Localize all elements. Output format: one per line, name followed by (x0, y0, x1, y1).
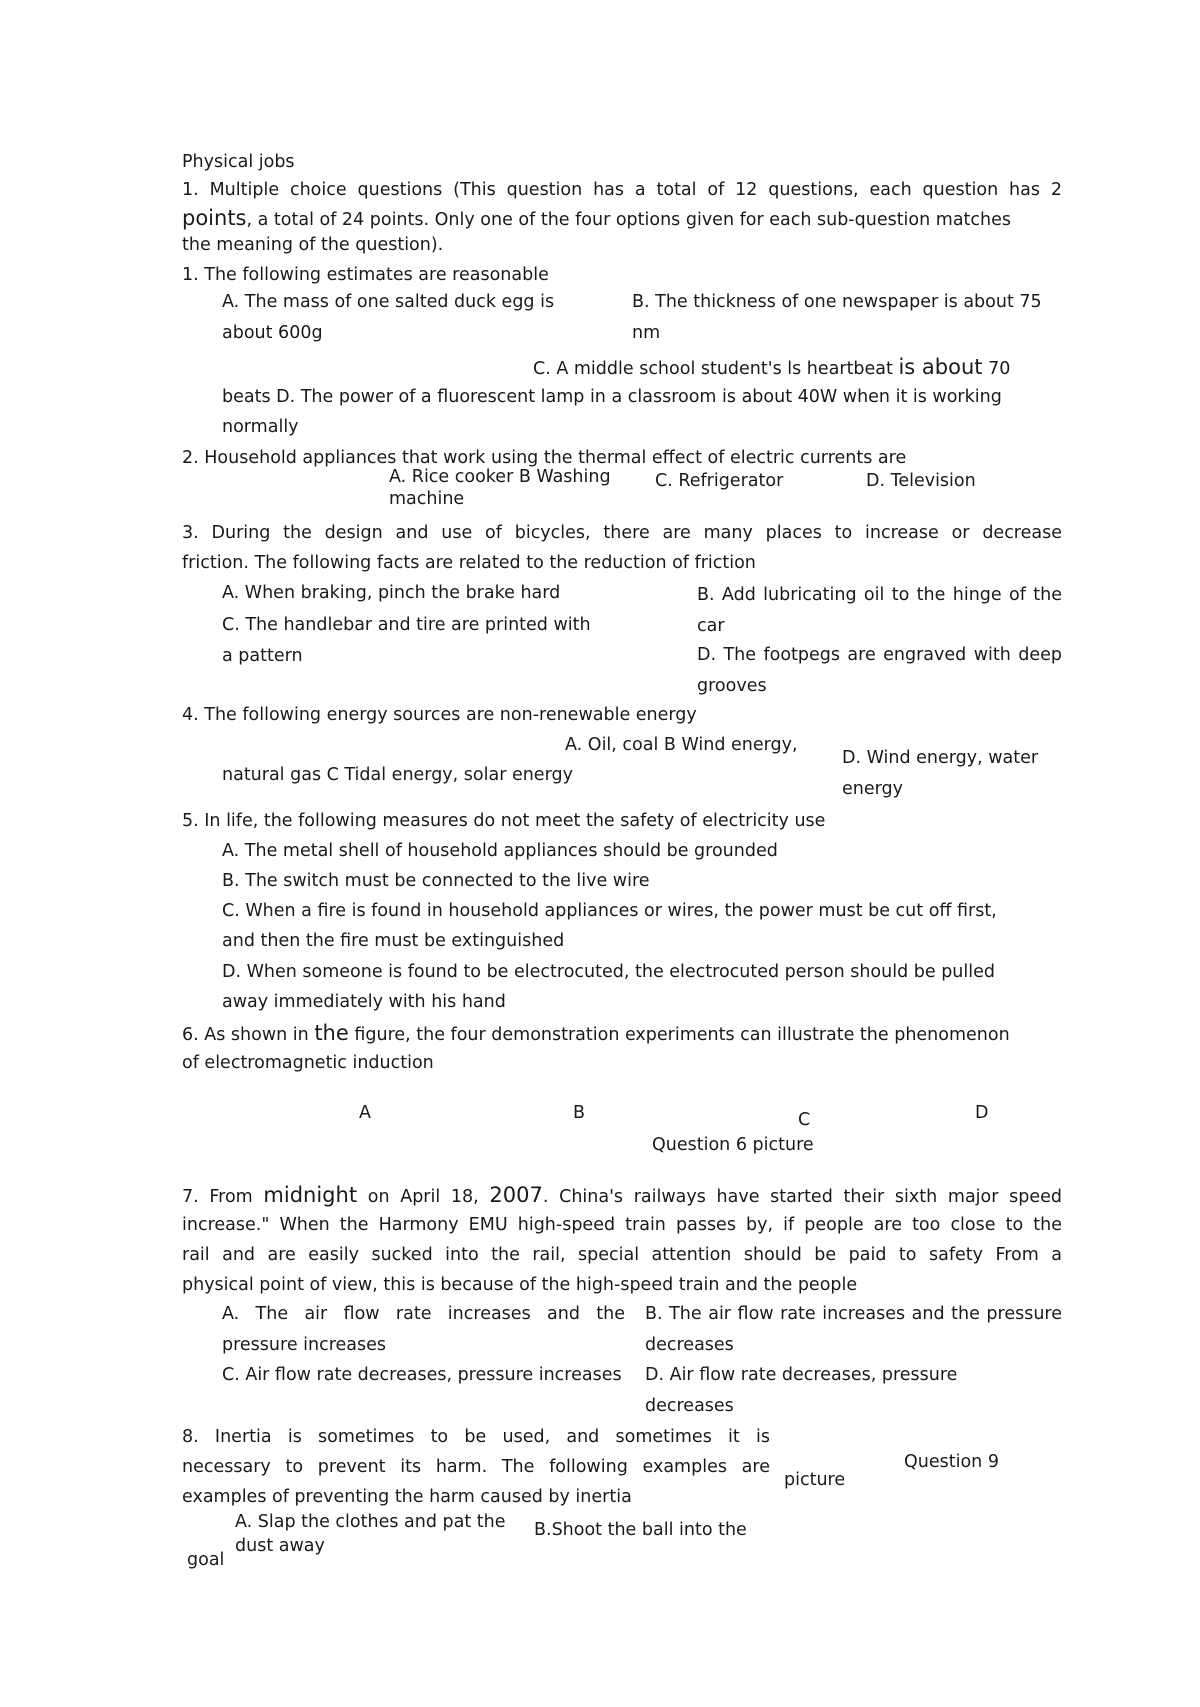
points-word: points (182, 206, 247, 230)
q7-stem-line1 (182, 1183, 1062, 1208)
q6-stem-line2: of electromagnetic induction (182, 1053, 434, 1073)
section-line-1: 1. Multiple choice questions (This question has a total of 12 questions, each question has 2 (182, 180, 1062, 200)
q3-option-c: C. The handlebar and tire are printed with a pattern (222, 615, 591, 666)
q9-picture-label: picture (784, 1470, 846, 1490)
q3-option-d: D. The footpegs are engraved with deep grooves (697, 645, 1062, 696)
q3-option-a: A. When braking, pinch the brake hard (222, 583, 561, 603)
q8-option-a: A. Slap the clothes and pat the dust away (235, 1512, 506, 1556)
q7-line1-midnight: midnight (263, 1183, 358, 1207)
q8-option-b: B.Shoot the ball into the (534, 1520, 747, 1540)
q3-stem-line2: friction. The following facts are related to the reduction of friction (182, 553, 756, 573)
q7-line1-a: 7. From (182, 1187, 264, 1207)
q6-stem-post: figure, the four demonstration experiments can illustrate the phenomenon (348, 1025, 1010, 1045)
q6-stem-pre: 6. As shown in (182, 1025, 315, 1045)
q6-figure-label-d: D (975, 1103, 989, 1123)
q7-line1-year: 2007 (489, 1183, 543, 1207)
q7-line1-c: . China's railways have started their sixth major speed (542, 1187, 1062, 1207)
q7-stem-line3: rail and are easily sucked into the rail, special attention should be paid to safety From a (182, 1245, 1062, 1265)
q7-line1-b: on April 18, (357, 1187, 490, 1207)
q4-stem: 4. The following energy sources are non-renewable energy (182, 705, 697, 725)
q5-option-b: B. The switch must be connected to the live wire (222, 871, 650, 891)
q9-label: Question 9 (904, 1452, 999, 1472)
q6-figure-label-b: B (573, 1103, 586, 1123)
q5-option-d-line1: D. When someone is found to be electrocuted, the electrocuted person should be pulled (222, 962, 995, 982)
q7-option-b: B. The air flow rate increases and the pressure decreases (645, 1304, 1062, 1355)
q6-figure-label-a: A (359, 1103, 371, 1123)
q6-stem-line1 (182, 1021, 1010, 1046)
q6-stem-emph: the (314, 1021, 349, 1045)
q2-option-c: C. Refrigerator (655, 471, 784, 491)
q8-stem-line3: examples of preventing the harm caused by inertia (182, 1487, 632, 1507)
q1-option-c-post: 70 (982, 359, 1011, 379)
q5-option-d-line2: away immediately with his hand (222, 992, 506, 1012)
q1-option-c (533, 355, 1010, 380)
q8-stem-line1: 8. Inertia is sometimes to be used, and sometimes it is (182, 1427, 770, 1447)
q6-figure-label-c: C (798, 1110, 811, 1130)
q8-stem-line2: necessary to prevent its harm. The following examples are (182, 1457, 770, 1477)
q5-stem: 5. In life, the following measures do not meet the safety of electricity use (182, 811, 826, 831)
q3-option-b: B. Add lubricating oil to the hinge of the car (697, 585, 1062, 636)
doc-title: Physical jobs (182, 152, 295, 172)
q5-option-c-line2: and then the fire must be extinguished (222, 931, 565, 951)
q1-option-b: B. The thickness of one newspaper is about 75 nm (632, 292, 1042, 343)
section-line-2-rest: , a total of 24 points. Only one of the four options given for each sub-question matches (246, 210, 1012, 230)
q3-stem-line1: 3. During the design and use of bicycles, there are many places to increase or decrease (182, 523, 1062, 543)
q1-option-c-emph: is about (898, 355, 983, 379)
q5-option-a: A. The metal shell of household appliances should be grounded (222, 841, 778, 861)
q8-option-b-goal: goal (187, 1550, 225, 1570)
q7-option-c: C. Air flow rate decreases, pressure increases (222, 1365, 622, 1385)
q2-option-d: D. Television (866, 471, 976, 491)
q1-option-d-line2: normally (222, 417, 299, 437)
q5-option-c-line1: C. When a fire is found in household appliances or wires, the power must be cut off first, (222, 901, 997, 921)
q4-option-c: natural gas C Tidal energy, solar energy (222, 765, 573, 785)
q7-option-d: D. Air flow rate decreases, pressure decreases (645, 1365, 958, 1416)
q2-option-ab: A. Rice cooker B Washing machine (389, 467, 611, 509)
section-line-3: the meaning of the question). (182, 235, 444, 255)
q1-option-d-line1: beats D. The power of a fluorescent lamp in a classroom is about 40W when it is working (222, 387, 1002, 407)
q1-option-c-pre: C. A middle school student's ls heartbeat (533, 359, 899, 379)
q1-stem: 1. The following estimates are reasonable (182, 265, 549, 285)
section-line-2 (182, 206, 1011, 231)
q7-stem-line4: physical point of view, this is because of the high-speed train and the people (182, 1275, 858, 1295)
q4-option-d: D. Wind energy, water energy (842, 748, 1039, 799)
q7-option-a: A. The air flow rate increases and the pressure increases (222, 1304, 625, 1355)
q6-figure-caption: Question 6 picture (652, 1135, 814, 1155)
q1-option-a: A. The mass of one salted duck egg is about 600g (222, 292, 555, 343)
q2-stem: 2. Household appliances that work using the thermal effect of electric currents are (182, 448, 907, 468)
q7-stem-line2: increase." When the Harmony EMU high-speed train passes by, if people are too close to the (182, 1215, 1062, 1235)
q4-option-ab: A. Oil, coal B Wind energy, (565, 735, 798, 755)
